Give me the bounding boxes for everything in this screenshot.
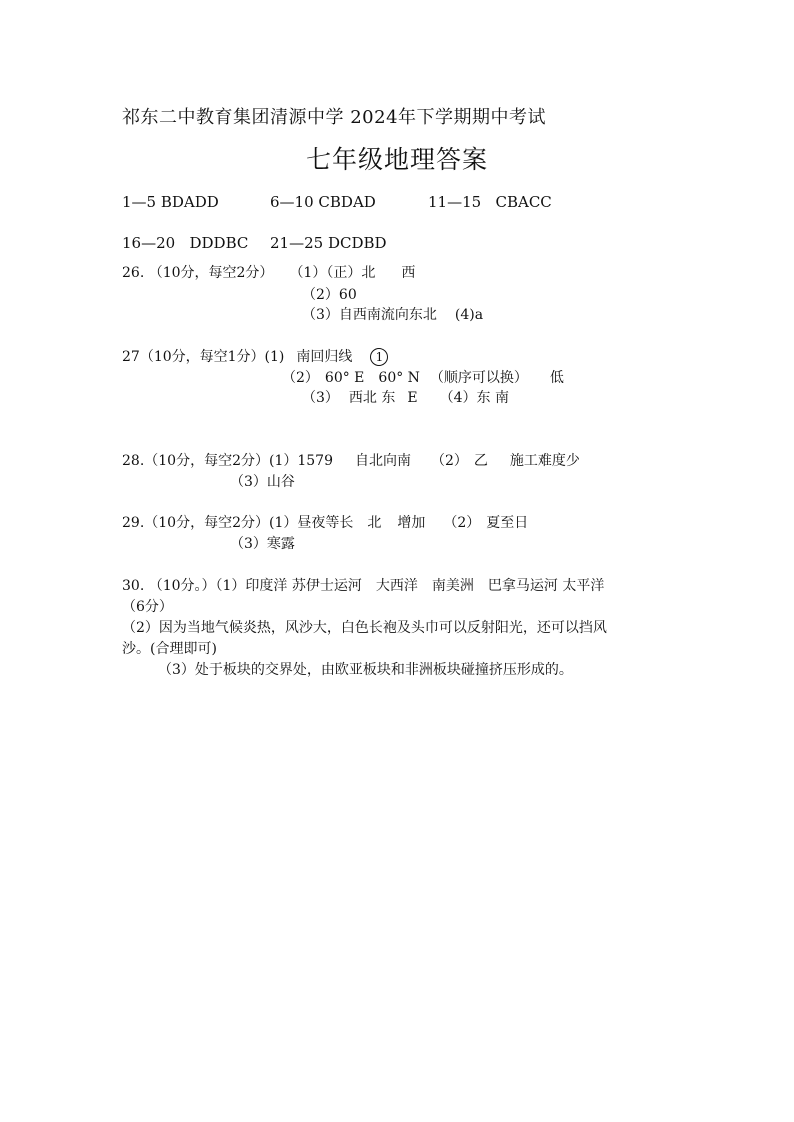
- q30-line-1: 30. （10分。）（1）印度洋 苏伊士运河 大西洋 南美洲 巴拿马运河 太平洋: [122, 578, 605, 594]
- mc-range-1: 1—5 BDADD: [122, 193, 219, 211]
- q30-line-4: 沙。(合理即可): [122, 641, 217, 657]
- q28-line-2: （3）山谷: [230, 474, 295, 490]
- mc-range-5: 21—25 DCDBD: [270, 234, 387, 252]
- q28-line-1: 28.（10分，每空2分）(1）1579 自北向南 （2） 乙 施工难度少: [122, 453, 580, 469]
- q30-line-2: （6分）: [122, 599, 173, 615]
- school-exam-header: 祁东二中教育集团清源中学 2024年下学期期中考试: [122, 107, 547, 128]
- q30-line-5: （3）处于板块的交界处，由欧亚板块和非洲板块碰撞挤压形成的。: [158, 662, 573, 678]
- q27-line-2: （2） 60° E 60° N （顺序可以换） 低: [282, 370, 564, 386]
- circled-number-one: 1: [370, 348, 388, 366]
- q30-line-3: （2）因为当地气候炎热，风沙大，白色长袍及头巾可以反射阳光，还可以挡风: [122, 620, 607, 636]
- q29-line-2: （3）寒露: [230, 536, 295, 552]
- q27-line-1: 27（10分，每空1分）(1) 南回归线 1: [122, 348, 388, 366]
- q26-line-1: 26. （10分，每空2分） （1）（正）北 西: [122, 265, 416, 281]
- mc-range-4: 16—20 DDDBC: [122, 234, 249, 252]
- q26-line-3: （3）自西南流向东北 (4)a: [302, 307, 484, 323]
- mc-range-3: 11—15 CBACC: [428, 193, 552, 211]
- q29-line-1: 29.（10分，每空2分）(1）昼夜等长 北 增加 （2） 夏至日: [122, 515, 529, 531]
- q26-line-2: （2）60: [302, 287, 357, 303]
- q27-line-3: （3） 西北 东 E （4）东 南: [302, 390, 509, 406]
- mc-range-2: 6—10 CBDAD: [270, 193, 376, 211]
- page-title: 七年级地理答案: [305, 145, 488, 174]
